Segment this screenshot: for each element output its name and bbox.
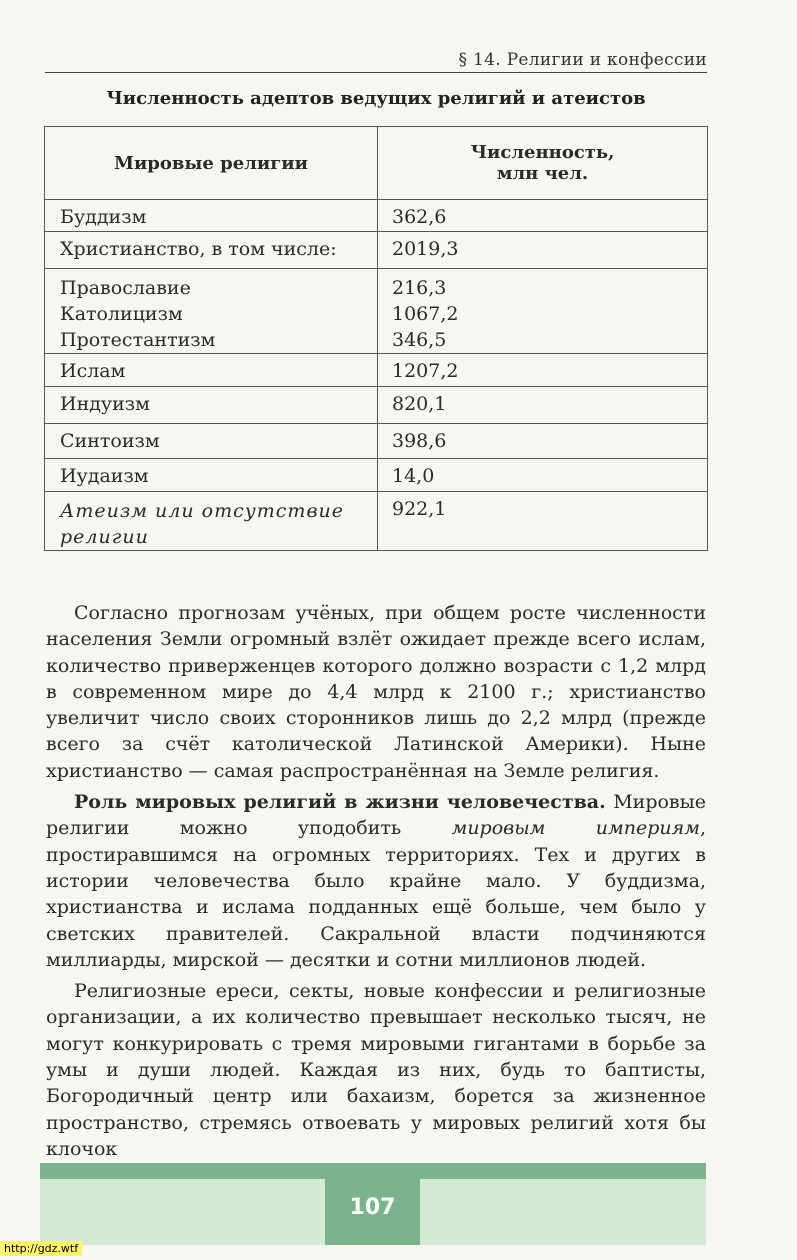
table-row (45, 232, 708, 269)
religions-table (44, 126, 708, 551)
religion-subgroup-values (378, 269, 708, 354)
religion-name: Протестантизм (60, 329, 216, 351)
religion-value: 14,0 (378, 459, 708, 492)
religion-value: 1207,2 (378, 354, 708, 387)
running-header (45, 44, 707, 73)
religion-value: 922,1 (378, 492, 708, 551)
column-header-count-line1: Численность, (470, 142, 615, 163)
footer-panel-right (420, 1179, 706, 1245)
religion-name: Синтоизм (45, 424, 378, 459)
paragraph-heading: Роль мировых религий в жизни человечества. (74, 791, 606, 814)
column-header-count (378, 127, 708, 200)
paragraph-emphasis: мировым империям (451, 817, 700, 840)
religion-value: 820,1 (378, 387, 708, 424)
religion-value: 398,6 (378, 424, 708, 459)
page-footer (40, 1163, 706, 1245)
footer-bar (40, 1163, 706, 1179)
table-row (45, 200, 708, 232)
section-title: § 14. Религии и конфессии (458, 50, 707, 70)
religion-name: Иудаизм (45, 459, 378, 492)
paragraph-role (46, 789, 706, 973)
table-row (45, 424, 708, 459)
table-row (45, 459, 708, 492)
paragraph-text: , простиравшимся на огромных территориях. Тех и других в истории человечества было крайне мало. У буддизма, христианства и ислама подданных ещё больше, чем было у светских правителей. Сакральной власти подчиняются миллиарды, мирской — десятки и сотни миллионов людей. (46, 817, 707, 971)
table-row (45, 492, 708, 551)
religion-name: Православие (60, 277, 191, 299)
table-header-row (45, 127, 708, 200)
body-text (46, 600, 706, 1167)
page-number: 107 (325, 1179, 420, 1245)
column-header-count-line2: млн чел. (496, 163, 589, 184)
table-row (45, 269, 708, 354)
religion-value: 216,3 (392, 277, 447, 299)
footer-panel-left (40, 1179, 325, 1245)
table-row (45, 354, 708, 387)
table-title: Численность адептов ведущих религий и атеистов (106, 88, 646, 109)
watermark-link[interactable]: http://gdz.wtf (0, 1241, 82, 1256)
religion-subgroup-names (45, 269, 378, 354)
religion-value: 346,5 (392, 329, 447, 351)
paragraph-forecast: Согласно прогнозам учёных, при общем росте численности населения Земли огромный взлёт ожидает прежде всего ислам, количество приверженцев которого должно возрасти с 1,2 млрд в современном мире до 4,4 млрд к 2100 г.; христианство увеличит число своих сторонников лишь до 2,2 млрд (прежде всего за счёт католической Латинской Америки). Ныне христианство — самая распространённая на Земле религия. (46, 602, 706, 782)
atheism-name-line2: религии (60, 526, 149, 548)
religion-name: Католицизм (60, 303, 183, 325)
paragraph-text: Мировые религии можно уподобить (46, 791, 706, 840)
religion-name: Ислам (45, 354, 378, 387)
religion-name: Индуизм (45, 387, 378, 424)
column-header-religions: Мировые религии (45, 127, 378, 200)
religion-value: 362,6 (378, 200, 708, 232)
religion-name: Буддизм (45, 200, 378, 232)
religion-value: 1067,2 (392, 303, 459, 325)
religion-name: Христианство, в том числе: (45, 232, 378, 269)
religion-value: 2019,3 (378, 232, 708, 269)
table-row (45, 387, 708, 424)
atheism-name-line1: Атеизм или отсутствие (60, 500, 344, 522)
atheism-name (45, 492, 378, 551)
paragraph-heresies: Религиозные ереси, секты, новые конфессии и религиозные организации, а их количество превышает несколько тысяч, не могут конкурировать с тремя мировыми гигантами в борьбе за умы и души людей. Каждая из них, будь то баптисты, Богородичный центр или бахаизм, борется за жизненное пространство, стремясь отвоевать у мировых религий хотя бы клочок (46, 980, 706, 1160)
